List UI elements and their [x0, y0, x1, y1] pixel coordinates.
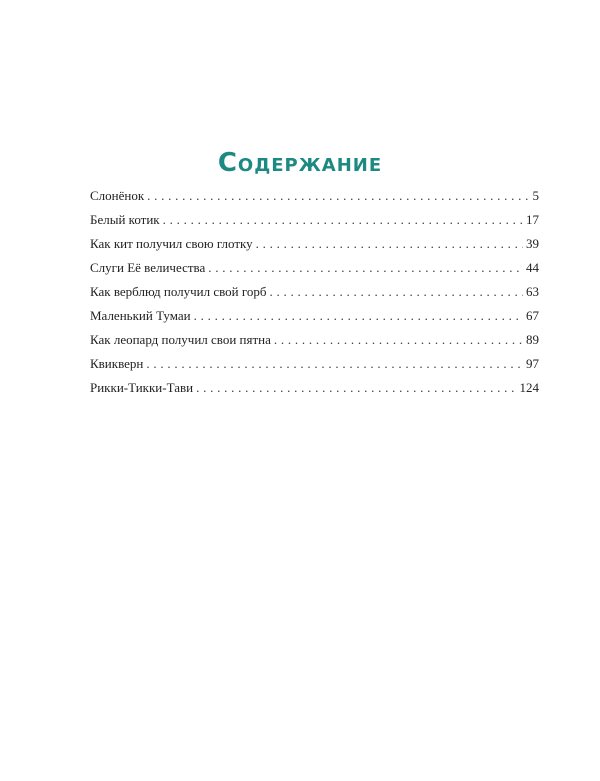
toc-entry — [90, 212, 539, 236]
dot-leader — [256, 236, 523, 252]
toc-entry — [90, 236, 539, 260]
toc-entry-title: Белый котик — [90, 212, 160, 227]
dot-leader — [270, 284, 523, 300]
toc-entry — [90, 332, 539, 356]
toc-entry — [90, 284, 539, 308]
page-title: Содержание — [217, 148, 383, 179]
toc-entry-title: Маленький Тумаи — [90, 308, 191, 323]
toc-entry — [90, 308, 539, 332]
toc-entry-page: 89 — [526, 332, 539, 347]
dot-leader — [196, 380, 516, 396]
toc-entry — [90, 260, 539, 284]
toc-entry-page: 63 — [526, 284, 539, 299]
toc-entry-page: 39 — [526, 236, 539, 251]
dot-leader — [163, 212, 523, 228]
toc-entry-title: Слуги Её величества — [90, 260, 206, 275]
toc-entry-page: 97 — [526, 356, 539, 371]
toc-entry-title: Как леопард получил свои пятна — [90, 332, 271, 347]
dot-leader — [274, 332, 523, 348]
toc-entry — [90, 188, 539, 212]
table-of-contents — [90, 188, 539, 404]
toc-entry-title: Квикверн — [90, 356, 144, 371]
toc-entry-page: 124 — [519, 380, 539, 395]
dot-leader — [208, 260, 523, 276]
toc-entry-title: Как кит получил свою глотку — [90, 236, 253, 251]
toc-entry-page: 5 — [532, 188, 539, 203]
toc-entry-page: 44 — [526, 260, 539, 275]
dot-leader — [147, 188, 529, 204]
toc-entry — [90, 380, 539, 404]
toc-entry-title: Слонёнок — [90, 188, 145, 203]
toc-entry-page: 67 — [526, 308, 539, 323]
toc-entry — [90, 356, 539, 380]
dot-leader — [194, 308, 523, 324]
toc-entry-title: Как верблюд получил свой горб — [90, 284, 267, 299]
dot-leader — [146, 356, 523, 372]
toc-entry-page: 17 — [526, 212, 539, 227]
toc-entry-title: Рикки-Тикки-Тави — [90, 380, 194, 395]
